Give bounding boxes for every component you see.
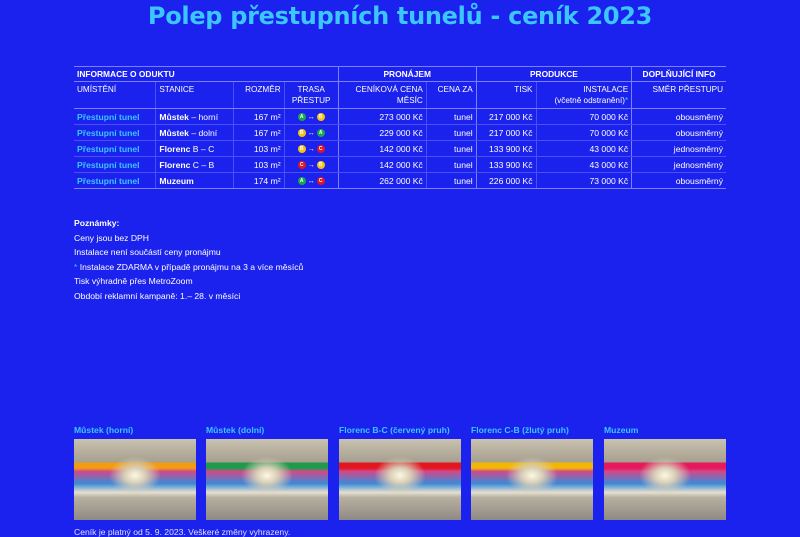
cell-tisk: 217 000 Kč — [476, 125, 536, 141]
photo-card — [471, 425, 593, 520]
line-badge-icon: A — [298, 113, 306, 121]
cell-stanice — [156, 125, 234, 141]
cell-tisk: 226 000 Kč — [476, 173, 536, 189]
station-name: Muzeum — [159, 175, 194, 186]
cell-umisteni: Přestupní tunel — [74, 173, 156, 189]
col-stanice: STANICE — [156, 82, 234, 109]
line-badge-icon: A — [317, 129, 325, 137]
cell-rozmer: 103 m² — [234, 141, 284, 157]
note: Instalace není součástí ceny pronájmu — [74, 247, 221, 257]
photo-caption: Můstek (horní) — [74, 425, 134, 435]
cell-instalace: 70 000 Kč — [536, 109, 632, 125]
line-badge-icon: B — [317, 113, 325, 121]
tunnel-photo — [74, 439, 196, 520]
station-name: Florenc — [159, 159, 191, 170]
col-instalace-line1: INSTALACE — [583, 85, 629, 94]
cell-cena: 262 000 Kč — [338, 173, 426, 189]
col-trasa-line1: TRASA — [297, 85, 325, 94]
line-badge-icon: A — [298, 177, 306, 185]
station-name: Florenc — [159, 143, 191, 154]
line-badge-icon: C — [317, 145, 325, 153]
footnote-star: * — [74, 261, 78, 272]
cell-stanice — [156, 157, 234, 173]
cell-stanice — [156, 173, 234, 189]
cell-tisk: 217 000 Kč — [476, 109, 536, 125]
cell-cenaza: tunel — [426, 157, 476, 173]
photo-caption: Můstek (dolní) — [206, 425, 265, 435]
cell-stanice — [156, 109, 234, 125]
cell-smer: obousměrný — [632, 173, 726, 189]
arrow-icon: ↔ — [307, 129, 315, 137]
cell-trasa — [284, 141, 338, 157]
photo-card — [339, 425, 461, 520]
arrow-icon: → — [307, 161, 315, 169]
cell-tisk: 133 900 Kč — [476, 141, 536, 157]
note — [74, 260, 303, 275]
cell-instalace: 70 000 Kč — [536, 125, 632, 141]
table-row — [74, 141, 726, 157]
cell-cena: 229 000 Kč — [338, 125, 426, 141]
note: Období reklamní kampaně: 1.– 28. v měsíci — [74, 290, 241, 301]
col-instalace — [536, 82, 632, 109]
cell-smer: jednosměrný — [632, 157, 726, 173]
station-name: Můstek — [159, 111, 189, 122]
table-row — [74, 173, 726, 189]
note-text: Instalace ZDARMA v případě pronájmu na 3 a více měsíců — [79, 261, 304, 272]
cell-trasa — [284, 173, 338, 189]
station-detail: C – B — [190, 159, 215, 170]
note: Ceny jsou bez DPH — [74, 232, 149, 243]
cell-tisk: 133 900 Kč — [476, 157, 536, 173]
group-production: PRODUKCE — [476, 67, 632, 82]
col-cena-line1: CENÍKOVÁ CENA — [355, 85, 423, 94]
cell-cena: 273 000 Kč — [338, 109, 426, 125]
line-badge-icon: B — [298, 129, 306, 137]
cell-stanice — [156, 141, 234, 157]
col-tisk: TISK — [476, 82, 536, 109]
cell-rozmer: 174 m² — [234, 173, 284, 189]
col-instalace-line2: (včetně odstranění) — [554, 96, 625, 105]
cell-umisteni: Přestupní tunel — [74, 109, 156, 125]
station-name: Můstek — [159, 127, 189, 138]
cell-instalace: 43 000 Kč — [536, 141, 632, 157]
footnote-star: * — [624, 96, 629, 105]
cell-cena: 142 000 Kč — [338, 141, 426, 157]
col-cenaza: CENA ZA — [426, 82, 476, 109]
table-row — [74, 109, 726, 125]
station-detail: – horní — [188, 111, 219, 122]
line-badge-icon: B — [298, 145, 306, 153]
cell-umisteni: Přestupní tunel — [74, 125, 156, 141]
station-detail: B – C — [190, 143, 215, 154]
col-umisteni: UMÍSTĚNÍ — [74, 82, 156, 109]
page-title: Polep přestupních tunelů - ceník 2023 — [147, 2, 653, 30]
cell-cenaza: tunel — [426, 141, 476, 157]
line-badge-icon: B — [317, 161, 325, 169]
price-table — [74, 66, 726, 189]
photo-card — [74, 425, 196, 520]
cell-instalace: 43 000 Kč — [536, 157, 632, 173]
cell-umisteni: Přestupní tunel — [74, 157, 156, 173]
cell-instalace: 73 000 Kč — [536, 173, 632, 189]
col-rozmer: ROZMĚR — [234, 82, 284, 109]
photo-caption: Muzeum — [604, 425, 639, 435]
tunnel-photo — [206, 439, 328, 520]
col-cena — [338, 82, 426, 109]
line-badge-icon: C — [298, 161, 306, 169]
notes-heading: Poznámky: — [74, 218, 120, 228]
cell-cenaza: tunel — [426, 109, 476, 125]
arrow-icon: ↔ — [307, 113, 315, 121]
cell-cenaza: tunel — [426, 125, 476, 141]
cell-cenaza: tunel — [426, 173, 476, 189]
table-row — [74, 125, 726, 141]
cell-smer: obousměrný — [632, 125, 726, 141]
arrow-icon: → — [307, 145, 315, 153]
photo-card — [604, 425, 726, 520]
arrow-icon: ↔ — [307, 177, 315, 185]
cell-cena: 142 000 Kč — [338, 157, 426, 173]
tunnel-photo — [604, 439, 726, 520]
station-detail: – dolní — [188, 127, 218, 138]
line-badge-icon: C — [317, 177, 325, 185]
group-additional: DOPLŇUJÍCÍ INFO — [632, 67, 726, 82]
tunnel-photo — [339, 439, 461, 520]
photo-caption: Florenc C-B (žlutý pruh) — [471, 425, 569, 435]
cell-trasa — [284, 125, 338, 141]
cell-trasa — [284, 157, 338, 173]
col-cena-line2: MĚSÍC — [396, 96, 423, 105]
cell-umisteni: Přestupní tunel — [74, 141, 156, 157]
col-trasa-line2: PŘESTUP — [291, 96, 331, 105]
cell-rozmer: 167 m² — [234, 109, 284, 125]
tunnel-photo — [471, 439, 593, 520]
table-row — [74, 157, 726, 173]
cell-rozmer: 167 m² — [234, 125, 284, 141]
cell-rozmer: 103 m² — [234, 157, 284, 173]
note: Tisk výhradně přes MetroZoom — [74, 276, 193, 286]
cell-smer: jednosměrný — [632, 141, 726, 157]
group-rental: PRONÁJEM — [338, 67, 476, 82]
col-trasa — [284, 82, 338, 109]
photo-card — [206, 425, 328, 520]
cell-smer: obousměrný — [632, 109, 726, 125]
group-product-info: INFORMACE O ODUKTU — [74, 67, 338, 82]
cell-trasa — [284, 109, 338, 125]
col-smer: SMĚR PŘESTUPU — [632, 82, 726, 109]
footer-note: Ceník je platný od 5. 9. 2023. Veškeré změny vyhrazeny. — [74, 527, 291, 537]
notes — [74, 216, 303, 303]
photo-caption: Florenc B-C (červený pruh) — [339, 425, 450, 435]
